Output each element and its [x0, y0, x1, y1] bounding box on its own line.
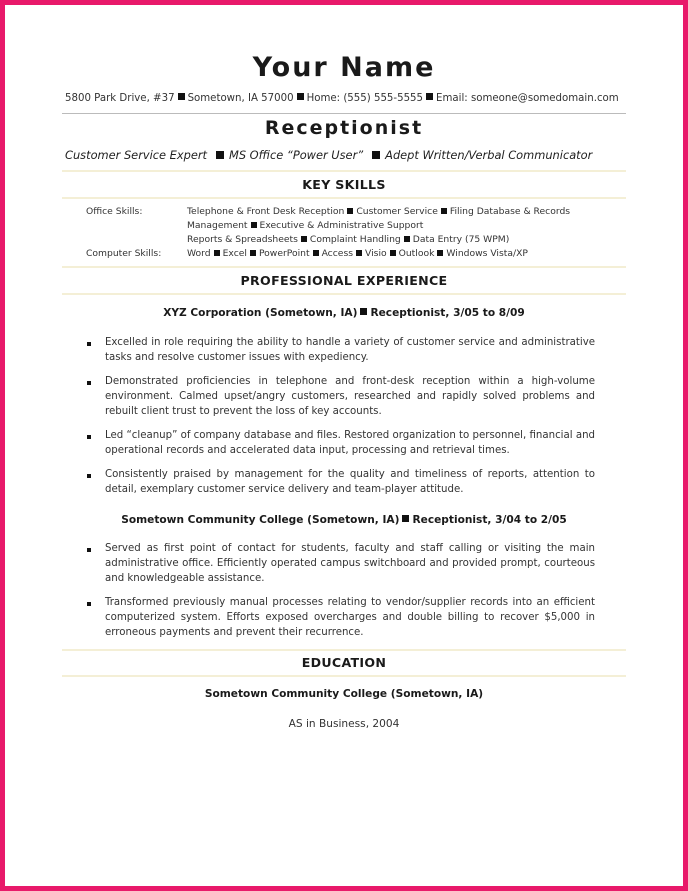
skill-item: PowerPoint	[258, 248, 310, 259]
tagline-item: Customer Service Expert	[65, 148, 207, 162]
tagline-item: Adept Written/Verbal Communicator	[385, 148, 593, 162]
job-bullet: Excelled in role requiring the ability to handle a variety of customer service and administrative tasks and resolve customer issues with expediency.	[105, 337, 595, 363]
skill-item: Word	[187, 248, 211, 259]
education-heading: EDUCATION	[301, 655, 387, 670]
job-employer: Sometown Community College (Sometown, IA)	[121, 514, 400, 526]
job-role: Receptionist, 3/05 to 8/09	[370, 307, 525, 319]
skill-item: Excel	[222, 248, 247, 259]
job-title: Receptionist	[264, 117, 424, 139]
contact-email: Email: someone@somedomain.com	[436, 93, 619, 104]
contact-address: 5800 Park Drive, #37	[65, 93, 175, 104]
skill-item: Customer Service	[356, 206, 438, 217]
contact-phone: Home: (555) 555-5555	[306, 93, 424, 104]
tagline-item: MS Office “Power User”	[229, 148, 364, 162]
job-bullet: Consistently praised by management for the quality and timeliness of reports, attention to detail, exemplary customer service delivery and team-player attitude.	[105, 469, 595, 495]
job-employer: XYZ Corporation (Sometown, IA)	[163, 307, 358, 319]
skill-item: Visio	[365, 248, 387, 259]
skill-item: Executive & Administrative Support	[259, 220, 424, 231]
skill-item: Outlook	[398, 248, 435, 259]
education-degree: AS in Business, 2004	[288, 718, 400, 730]
skill-item: Telephone & Front Desk Reception	[187, 206, 345, 217]
skill-item: Filing Database & Records	[449, 206, 571, 217]
job-bullet: Demonstrated proficiencies in telephone and front-desk reception within a high-volume environment. Calmed upset/angry customers, researched and rapidly solved problems and rebuilt client trust to prevent the loss of key accounts.	[105, 376, 595, 417]
experience-heading: PROFESSIONAL EXPERIENCE	[240, 273, 448, 288]
skill-item: Windows Vista/XP	[446, 248, 528, 259]
skill-item: Reports & Spreadsheets	[187, 234, 298, 245]
job-bullet: Transformed previously manual processes relating to vendor/supplier records into an efficient computerized system. Efforts exposed overcharges and double billing to recover $5,000 in erroneous payments and prevent their recurrence.	[105, 597, 595, 638]
job-bullet: Led “cleanup” of company database and files. Restored organization to personnel, financial and operational records and accelerated data input, processing and retrieval times.	[105, 430, 595, 456]
computer-skills-label: Computer Skills:	[86, 248, 162, 259]
skill-item: Access	[321, 248, 354, 259]
resume-name: Your Name	[252, 52, 436, 83]
skill-item: Management	[187, 220, 248, 231]
skill-item: Data Entry (75 WPM)	[412, 234, 510, 245]
key-skills-heading: KEY SKILLS	[302, 177, 386, 192]
office-skills-label: Office Skills:	[86, 206, 143, 217]
skill-item: Complaint Handling	[309, 234, 401, 245]
education-school: Sometown Community College (Sometown, IA)	[204, 688, 484, 700]
job-bullet: Served as first point of contact for students, faculty and staff calling or visiting the main administrative office. Efficiently operated campus switchboard and provided prompt, courteous and knowledgeable assistance.	[105, 543, 595, 584]
contact-city: Sometown, IA 57000	[187, 93, 294, 104]
job-role: Receptionist, 3/04 to 2/05	[412, 514, 567, 526]
